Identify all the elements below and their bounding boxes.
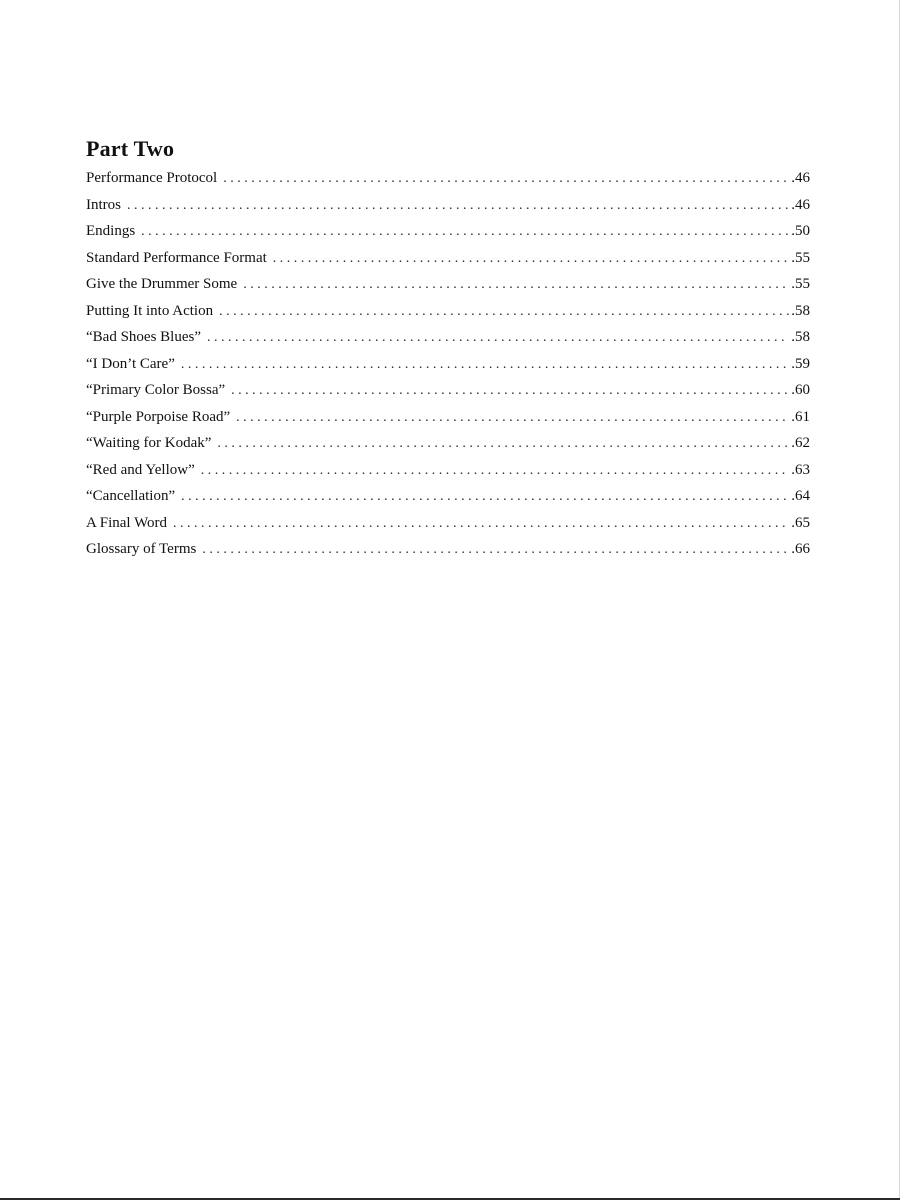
toc-list bbox=[86, 168, 810, 566]
toc-entry-title: Intros bbox=[86, 196, 121, 213]
toc-entry-page: .62 bbox=[791, 435, 810, 451]
toc-entry-waiting-for-kodak bbox=[86, 433, 810, 460]
table-of-contents bbox=[86, 136, 810, 566]
toc-entry-page: .55 bbox=[791, 249, 810, 266]
dot-leader bbox=[173, 514, 789, 534]
toc-entry-title: “Cancellation” bbox=[86, 488, 176, 504]
dot-leader bbox=[236, 408, 789, 428]
toc-entry-page: .65 bbox=[791, 514, 810, 531]
toc-entry-red-and-yellow bbox=[86, 460, 810, 487]
toc-entry-title: “Waiting for Kodak” bbox=[86, 435, 212, 451]
toc-entry-page: .58 bbox=[791, 302, 810, 319]
dot-leader bbox=[141, 222, 789, 242]
dot-leader bbox=[207, 328, 789, 348]
dot-leader bbox=[201, 461, 790, 481]
toc-entry-page: .46 bbox=[791, 196, 810, 213]
toc-entry-title: Putting It into Action bbox=[86, 302, 214, 319]
dot-leader bbox=[243, 275, 789, 295]
toc-entry-page: .60 bbox=[791, 382, 810, 398]
toc-entry-page: .46 bbox=[791, 170, 810, 186]
toc-entry-page: .55 bbox=[791, 276, 810, 292]
toc-entry-title: Standard Performance Format bbox=[86, 249, 267, 266]
toc-entry-give-the-drummer-some bbox=[86, 274, 810, 301]
toc-entry-title: “Primary Color Bossa” bbox=[86, 382, 226, 398]
dot-leader bbox=[127, 196, 789, 216]
toc-entry-page: .50 bbox=[791, 223, 810, 239]
toc-entry-purple-porpoise-road bbox=[86, 407, 810, 434]
toc-entry-putting-it-into-action bbox=[86, 301, 810, 328]
dot-leader bbox=[217, 434, 789, 454]
toc-entry-standard-performance-format bbox=[86, 248, 810, 275]
toc-entry-cancellation bbox=[86, 486, 810, 513]
toc-entry-title: Performance Protocol bbox=[86, 170, 218, 186]
section-heading: Part Two bbox=[86, 136, 175, 161]
dot-leader bbox=[202, 540, 789, 560]
dot-leader bbox=[223, 169, 789, 189]
dot-leader bbox=[273, 249, 789, 269]
dot-leader bbox=[181, 355, 789, 375]
dot-leader bbox=[219, 302, 789, 322]
toc-entry-title: “Purple Porpoise Road” bbox=[86, 408, 231, 425]
toc-entry-title: “Bad Shoes Blues” bbox=[86, 329, 201, 345]
toc-entry-page: .63 bbox=[791, 461, 810, 478]
dot-leader bbox=[231, 381, 789, 401]
toc-entry-page: .59 bbox=[791, 355, 810, 372]
toc-entry-endings bbox=[86, 221, 810, 248]
dot-leader bbox=[181, 487, 789, 507]
toc-entry-page: .61 bbox=[791, 408, 810, 425]
toc-entry-page: .64 bbox=[791, 488, 810, 504]
toc-entry-primary-color-bossa bbox=[86, 380, 810, 407]
toc-entry-bad-shoes-blues bbox=[86, 327, 810, 354]
toc-entry-glossary-of-terms bbox=[86, 539, 810, 566]
toc-entry-intros bbox=[86, 195, 810, 222]
toc-entry-performance-protocol bbox=[86, 168, 810, 195]
toc-entry-title: Endings bbox=[86, 223, 136, 239]
toc-entry-page: .66 bbox=[791, 541, 810, 557]
toc-entry-title: Glossary of Terms bbox=[86, 541, 197, 557]
toc-entry-title: “I Don’t Care” bbox=[86, 355, 175, 372]
toc-entry-i-dont-care bbox=[86, 354, 810, 381]
toc-entry-page: .58 bbox=[791, 329, 810, 345]
toc-entry-title: “Red and Yellow” bbox=[86, 461, 195, 478]
toc-entry-title: A Final Word bbox=[86, 514, 168, 531]
toc-entry-title: Give the Drummer Some bbox=[86, 276, 238, 292]
toc-entry-a-final-word bbox=[86, 513, 810, 540]
